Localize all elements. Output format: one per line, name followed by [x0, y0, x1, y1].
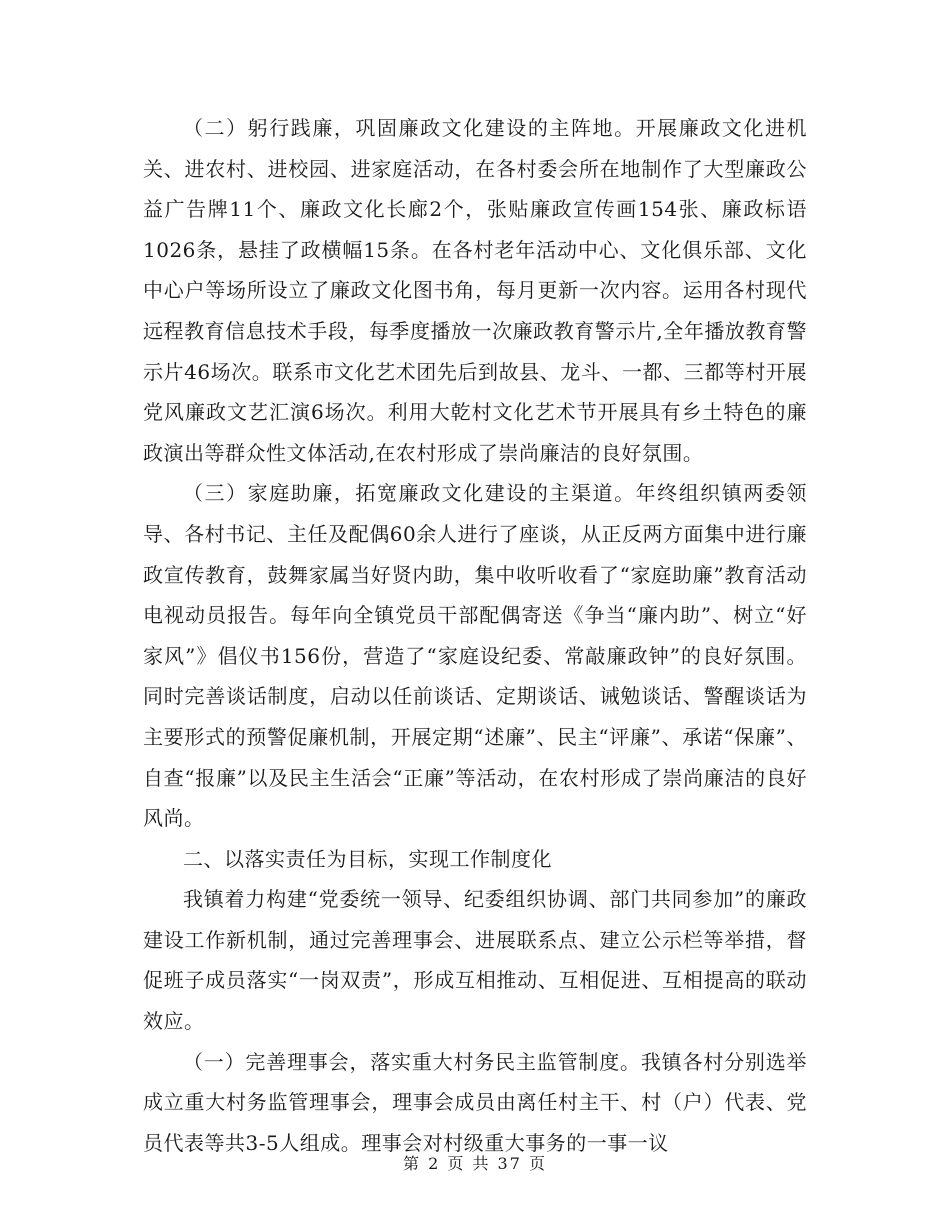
- paragraph-council: （一）完善理事会，落实重大村务民主监管制度。我镇各村分别选举成立重大村务监管理事会，理事会成员由离任村主干、村（户）代表、党员代表等共3-5人组成。理事会对村级重大事务的一事一议: [143, 1049, 807, 1155]
- document-body: [143, 108, 807, 1163]
- paragraph-mechanism: 我镇着力构建“党委统一领导、纪委组织协调、部门共同参加”的廉政建设工作新机制，通过完善理事会、进展联系点、建立公示栏等举措，督促班子成员落实“一岗双责”，形成互相推动、互相促进、互相提高的联动效应。: [143, 887, 807, 1034]
- page-number-label: 第 2 页 共 37 页: [403, 1154, 547, 1173]
- page-footer: [0, 1153, 950, 1175]
- section-heading-responsibility: 二、以落实责任为目标，实现工作制度化: [183, 846, 552, 871]
- paragraph-section-two-part-three: （三）家庭助廉，拓宽廉政文化建设的主渠道。年终组织镇两委领导、各村书记、主任及配偶60余人进行了座谈，从正反两方面集中进行廉政宣传教育，鼓舞家属当好贤内助，集中收听收看了“家庭助廉”教育活动电视动员报告。每年向全镇党员干部配偶寄送《争当“廉内助”、树立“好家风”》倡仪书156份，营造了“家庭设纪委、常敲廉政钟”的良好氛围。同时完善谈话制度，启动以任前谈话、定期谈话、诫勉谈话、警醒谈话为主要形式的预警促廉机制，开展定期“述廉”、民主“评廉”、承诺“保廉”、自查“报廉”以及民主生活会“正廉”等活动，在农村形成了崇尚廉洁的良好风尚。: [143, 481, 807, 831]
- paragraph-section-two-part-two: （二）躬行践廉，巩固廉政文化建设的主阵地。开展廉政文化进机关、进农村、进校园、进家庭活动，在各村委会所在地制作了大型廉政公益广告牌11个、廉政文化长廊2个，张贴廉政宣传画154张、廉政标语1026条，悬挂了政横幅15条。在各村老年活动中心、文化俱乐部、文化中心户等场所设立了廉政文化图书角，每月更新一次内容。运用各村现代远程教育信息技术手段，每季度播放一次廉政教育警示片,全年播放教育警示片46场次。联系市文化艺术团先后到故县、龙斗、一都、三都等村开展党风廉政文艺汇演6场次。利用大乾村文化艺术节开展具有乡土特色的廉政演出等群众性文体活动,在农村形成了崇尚廉洁的良好氛围。: [143, 116, 807, 465]
